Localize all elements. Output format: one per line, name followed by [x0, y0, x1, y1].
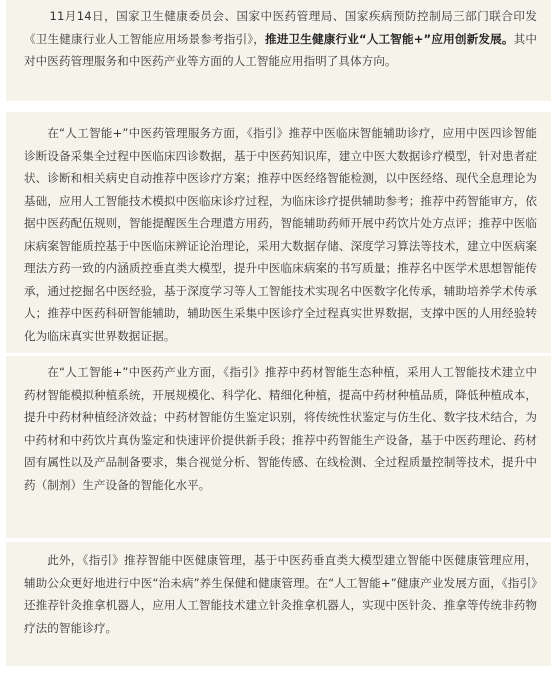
health-management-section [6, 542, 551, 666]
management-service-section [6, 112, 551, 353]
intro-section [6, 0, 551, 101]
management-service-paragraph: 在“人工智能+”中医药管理服务方面，《指引》推荐中医临床智能辅助诊疗，应用中医四诊智能诊断设备采集全过程中医临床四诊数据，基于中医药知识库，建立中医大数据诊疗模型，针对患者症状、诊断和相关病史自动推荐中医诊疗方案；推荐中医经络智能检测，以中医经络、现代全息理论为基础，应用人工智能技术模拟中医临床诊疗过程，为临床诊疗提供辅助参考；推荐中药智能审方，依据中医药配伍规则，智能提醒医生合理遣方用药，智能辅助药师开展中药饮片处方点评；推荐中医临床病案智能质控基于中医临床辨证论治理论，采用大数据存储、深度学习算法等技术，建立中医病案理法方药一致的内涵质控垂直类大模型，提升中医临床病案的书写质量；推荐名中医学术思想智能传承，通过挖掘名中医经验，基于深度学习等人工智能技术实现名中医数字化传承，辅助培养学术传承人；推荐中医药科研智能辅助，辅助医生采集中医诊疗全过程真实世界数据，支撑中医的人用经验转化为临床真实世界数据证据。 [24, 126, 537, 343]
intro-lead-text: 11月14日，国家卫生健康委员会、国家中医药管理局、国家疾病预防控制局三部门联合印发《卫生健康行业人工智能应用场景参考指引》， [24, 9, 537, 46]
intro-tail-text: 其中对中医药管理服务和中医药产业等方面的人工智能应用指明了具体方向。 [24, 31, 537, 68]
industry-paragraph: 在“人工智能+”中医药产业方面，《指引》推荐中药材智能生态种植，采用人工智能技术建立中药材智能模拟种植系统，开展规模化、科学化、精细化种植，提高中药材种植品质，降低种植成本，提升中药材种植经济效益；中药材智能仿生鉴定识别，将传统性状鉴定与仿生化、数字技术结合，为中药材和中药饮片真伪鉴定和快速评价提供新手段；推荐中药智能生产设备，基于中医药理论、药材固有属性以及产品制备要求，集合视觉分析、智能传感、在线检测、全过程质量控制等技术，提升中药（制剂）生产设备的智能化水平。 [24, 365, 537, 492]
industry-section [6, 356, 551, 538]
health-management-paragraph: 此外，《指引》推荐智能中医健康管理，基于中医药垂直类大模型建立智能中医健康管理应用，辅助公众更好地进行中医“治未病”养生保健和健康管理。在“人工智能+”健康产业发展方面，《指引》还推荐针灸推拿机器人，应用人工智能技术建立针灸推拿机器人，实现中医针灸、推拿等传统非药物疗法的智能诊疗。 [24, 553, 537, 635]
intro-paragraph [24, 5, 537, 73]
intro-emphasis-text: 推进卫生健康行业“人工智能+”应用创新发展。 [264, 31, 514, 46]
